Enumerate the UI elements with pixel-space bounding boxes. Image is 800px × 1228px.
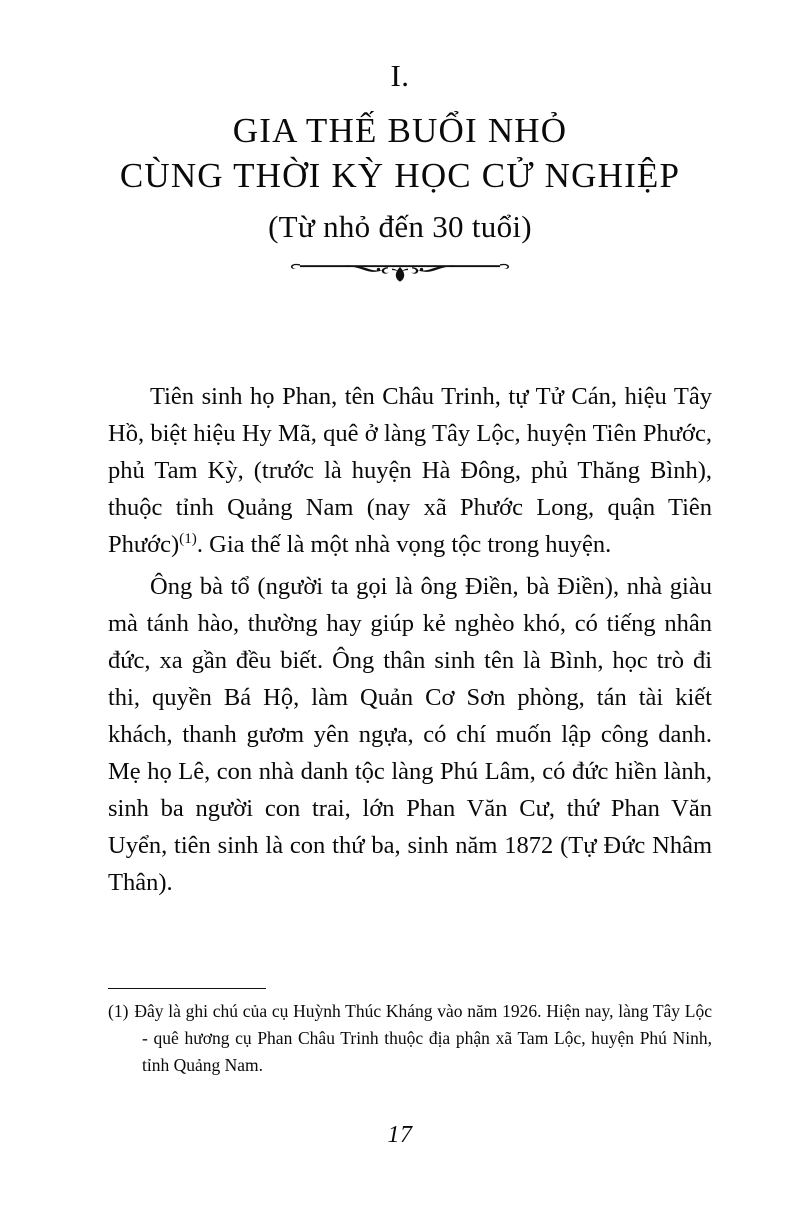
chapter-heading [60,58,740,284]
paragraph-1-text-before-ref: Tiên sinh họ Phan, tên Châu Trinh, tự Tử Cán, hiệu Tây Hồ, biệt hiệu Hy Mã, quê ở làng Tây Lộc, huyện Tiên Phước, phủ Tam Kỳ, (trước là huyện Hà Đông, phủ Thăng Bình), thuộc tỉnh Quảng Nam (nay xã Phước Long, quận Tiên Phước) [108,383,712,558]
chapter-title-line-2: CÙNG THỜI KỲ HỌC CỬ NGHIỆP [119,156,681,196]
paragraph-1 [108,378,712,563]
paragraph-1-text-after-ref: . Gia thế là một nhà vọng tộc trong huyện. [196,531,612,558]
footnote-reference-1[interactable]: (1) [179,529,197,547]
chapter-number: I. [390,58,410,93]
chapter-subtitle: (Từ nhỏ đến 30 tuổi) [268,208,532,244]
chapter-title-line-1: GIA THẾ BUỔI NHỎ [232,110,568,150]
paragraph-2: Ông bà tổ (người ta gọi là ông Điền, bà Điền), nhà giàu mà tánh hào, thường hay giúp kẻ nghèo khó, có tiếng nhân đức, xa gần đều biết. Ông thân sinh tên là Bình, học trò đi thi, quyền Bá Hộ, làm Quản Cơ Sơn phòng, tán tài kiết khách, thanh gươm yên ngựa, có chí muốn lập công danh. Mẹ họ Lê, con nhà danh tộc làng Phú Lâm, có đức hiền lành, sinh ba người con trai, lớn Phan Văn Cư, thứ Phan Văn Uyển, tiên sinh là con thứ ba, sinh năm 1872 (Tự Đức Nhâm Thân). [108,573,712,896]
footnote-area [108,988,712,1079]
footnote-separator-rule [108,988,266,989]
footnote-text: Đây là ghi chú của cụ Huỳnh Thúc Kháng vào năm 1926. Hiện nay, làng Tây Lộc - quê hương cụ Phan Châu Trinh thuộc địa phận xã Tam Lộc, huyện Phú Ninh, tỉnh Quảng Nam. [134,1001,712,1075]
page-number: 17 [387,1122,413,1148]
flourish-divider-icon [60,258,740,284]
footnote-marker: (1) [108,1001,129,1021]
chapter-title [60,108,740,199]
body-text [108,378,712,901]
footnote-1 [108,998,712,1079]
